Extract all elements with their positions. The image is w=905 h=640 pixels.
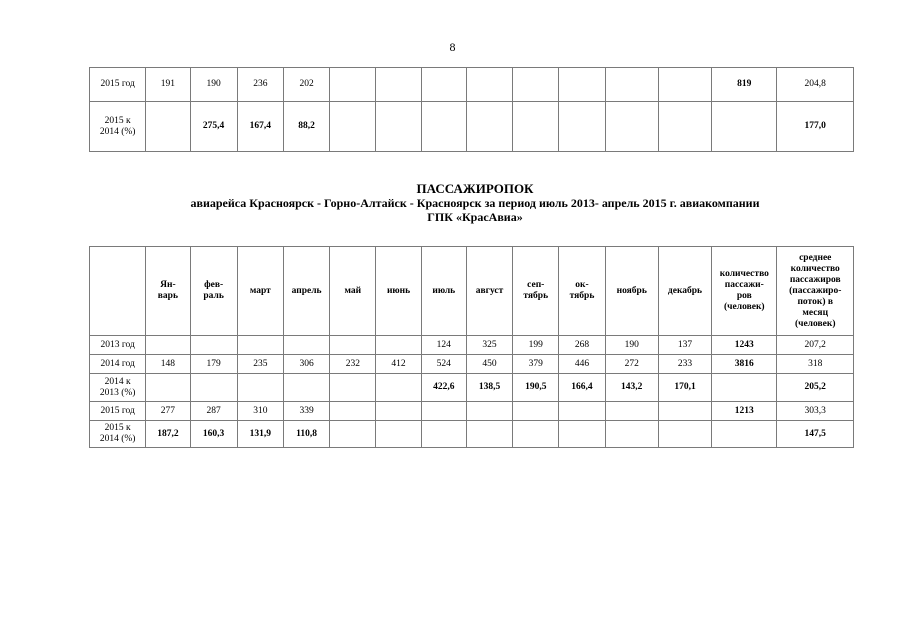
cell: 88,2 [283, 102, 329, 152]
cell-total: 3816 [712, 355, 777, 374]
cell-average: 303,3 [777, 402, 854, 421]
cell: 306 [283, 355, 329, 374]
cell-total [712, 374, 777, 402]
table-row [90, 402, 854, 421]
row-label: 2013 год [90, 336, 146, 355]
cell: 190,5 [513, 374, 559, 402]
cell: 143,2 [605, 374, 658, 402]
cell [421, 102, 466, 152]
cell: 190 [190, 68, 237, 102]
header-cell: август [466, 247, 512, 336]
cell [559, 402, 605, 421]
header-cell: апрель [283, 247, 329, 336]
cell [237, 336, 283, 355]
row-label: 2015 к 2014 (%) [90, 421, 146, 448]
cell: 166,4 [559, 374, 605, 402]
cell [237, 374, 283, 402]
cell: 202 [283, 68, 329, 102]
cell [513, 421, 559, 448]
cell [330, 421, 376, 448]
cell [513, 68, 559, 102]
title-line-3: ГПК «КрасАвиа» [427, 210, 523, 224]
cell-average: 177,0 [777, 102, 854, 152]
continuation-table [89, 67, 854, 152]
cell: 446 [559, 355, 605, 374]
cell: 191 [146, 68, 190, 102]
cell [190, 336, 237, 355]
cell [605, 68, 658, 102]
cell-average: 147,5 [777, 421, 854, 448]
cell [376, 402, 421, 421]
cell [466, 68, 512, 102]
cell: 190 [605, 336, 658, 355]
cell [466, 421, 512, 448]
header-cell [90, 247, 146, 336]
header-cell: ок- тябрь [559, 247, 605, 336]
cell-average: 205,2 [777, 374, 854, 402]
document-title [0, 182, 905, 224]
table-row [90, 355, 854, 374]
header-cell: июль [421, 247, 466, 336]
header-cell: июнь [376, 247, 421, 336]
cell [559, 421, 605, 448]
cell: 179 [190, 355, 237, 374]
cell [376, 102, 421, 152]
cell: 131,9 [237, 421, 283, 448]
cell [605, 102, 658, 152]
cell [605, 402, 658, 421]
cell [605, 421, 658, 448]
title-line-1: ПАССАЖИРОПОК [416, 181, 534, 196]
cell [376, 421, 421, 448]
cell: 233 [658, 355, 711, 374]
cell: 137 [658, 336, 711, 355]
title-line-2: авиарейса Красноярск - Горно-Алтайск - Красноярск за период июль 2013- апрель 2015 г. авиакомпании [190, 196, 760, 210]
cell [421, 402, 466, 421]
cell [146, 102, 190, 152]
cell [513, 102, 559, 152]
cell: 138,5 [466, 374, 512, 402]
cell: 275,4 [190, 102, 237, 152]
row-label: 2014 год [90, 355, 146, 374]
cell: 268 [559, 336, 605, 355]
header-cell: ноябрь [605, 247, 658, 336]
table-row [90, 374, 854, 402]
cell: 524 [421, 355, 466, 374]
cell: 124 [421, 336, 466, 355]
table-row [90, 336, 854, 355]
cell [330, 336, 376, 355]
row-label: 2015 год [90, 68, 146, 102]
cell: 412 [376, 355, 421, 374]
cell [421, 68, 466, 102]
cell [376, 336, 421, 355]
cell: 310 [237, 402, 283, 421]
cell: 325 [466, 336, 512, 355]
cell-average: 318 [777, 355, 854, 374]
cell-total: 1243 [712, 336, 777, 355]
table-row [90, 68, 854, 102]
header-cell: сеп- тябрь [513, 247, 559, 336]
cell [283, 336, 329, 355]
cell [559, 68, 605, 102]
header-cell: количество пассажи- ров (человек) [712, 247, 777, 336]
table-row [90, 421, 854, 448]
cell [421, 421, 466, 448]
cell-total [712, 421, 777, 448]
row-label: 2014 к 2013 (%) [90, 374, 146, 402]
cell [658, 102, 711, 152]
cell-total: 1213 [712, 402, 777, 421]
cell [330, 68, 376, 102]
cell: 187,2 [146, 421, 190, 448]
cell [513, 402, 559, 421]
cell-total: 819 [712, 68, 777, 102]
header-cell: декабрь [658, 247, 711, 336]
header-cell: май [330, 247, 376, 336]
cell [658, 421, 711, 448]
row-label: 2015 к 2014 (%) [90, 102, 146, 152]
cell [466, 102, 512, 152]
cell [330, 402, 376, 421]
cell: 110,8 [283, 421, 329, 448]
cell: 287 [190, 402, 237, 421]
cell: 160,3 [190, 421, 237, 448]
cell [330, 102, 376, 152]
cell: 272 [605, 355, 658, 374]
cell [376, 68, 421, 102]
cell [466, 402, 512, 421]
cell: 236 [237, 68, 283, 102]
header-cell: фев- раль [190, 247, 237, 336]
cell [658, 68, 711, 102]
cell: 235 [237, 355, 283, 374]
cell: 167,4 [237, 102, 283, 152]
header-cell: март [237, 247, 283, 336]
cell: 170,1 [658, 374, 711, 402]
cell [146, 336, 190, 355]
cell: 277 [146, 402, 190, 421]
passenger-flow-table [89, 246, 854, 448]
cell-average: 207,2 [777, 336, 854, 355]
cell [559, 102, 605, 152]
cell [330, 374, 376, 402]
cell [146, 374, 190, 402]
cell-total [712, 102, 777, 152]
cell: 148 [146, 355, 190, 374]
cell: 232 [330, 355, 376, 374]
page-number: 8 [449, 40, 456, 54]
table-row [90, 102, 854, 152]
header-cell: среднее количество пассажиров (пассажиро- поток) в месяц (человек) [777, 247, 854, 336]
cell [190, 374, 237, 402]
cell-average: 204,8 [777, 68, 854, 102]
cell: 339 [283, 402, 329, 421]
cell [658, 402, 711, 421]
header-row [90, 247, 854, 336]
cell: 450 [466, 355, 512, 374]
cell: 199 [513, 336, 559, 355]
cell [376, 374, 421, 402]
cell [283, 374, 329, 402]
header-cell: Ян- варь [146, 247, 190, 336]
cell: 422,6 [421, 374, 466, 402]
cell: 379 [513, 355, 559, 374]
row-label: 2015 год [90, 402, 146, 421]
